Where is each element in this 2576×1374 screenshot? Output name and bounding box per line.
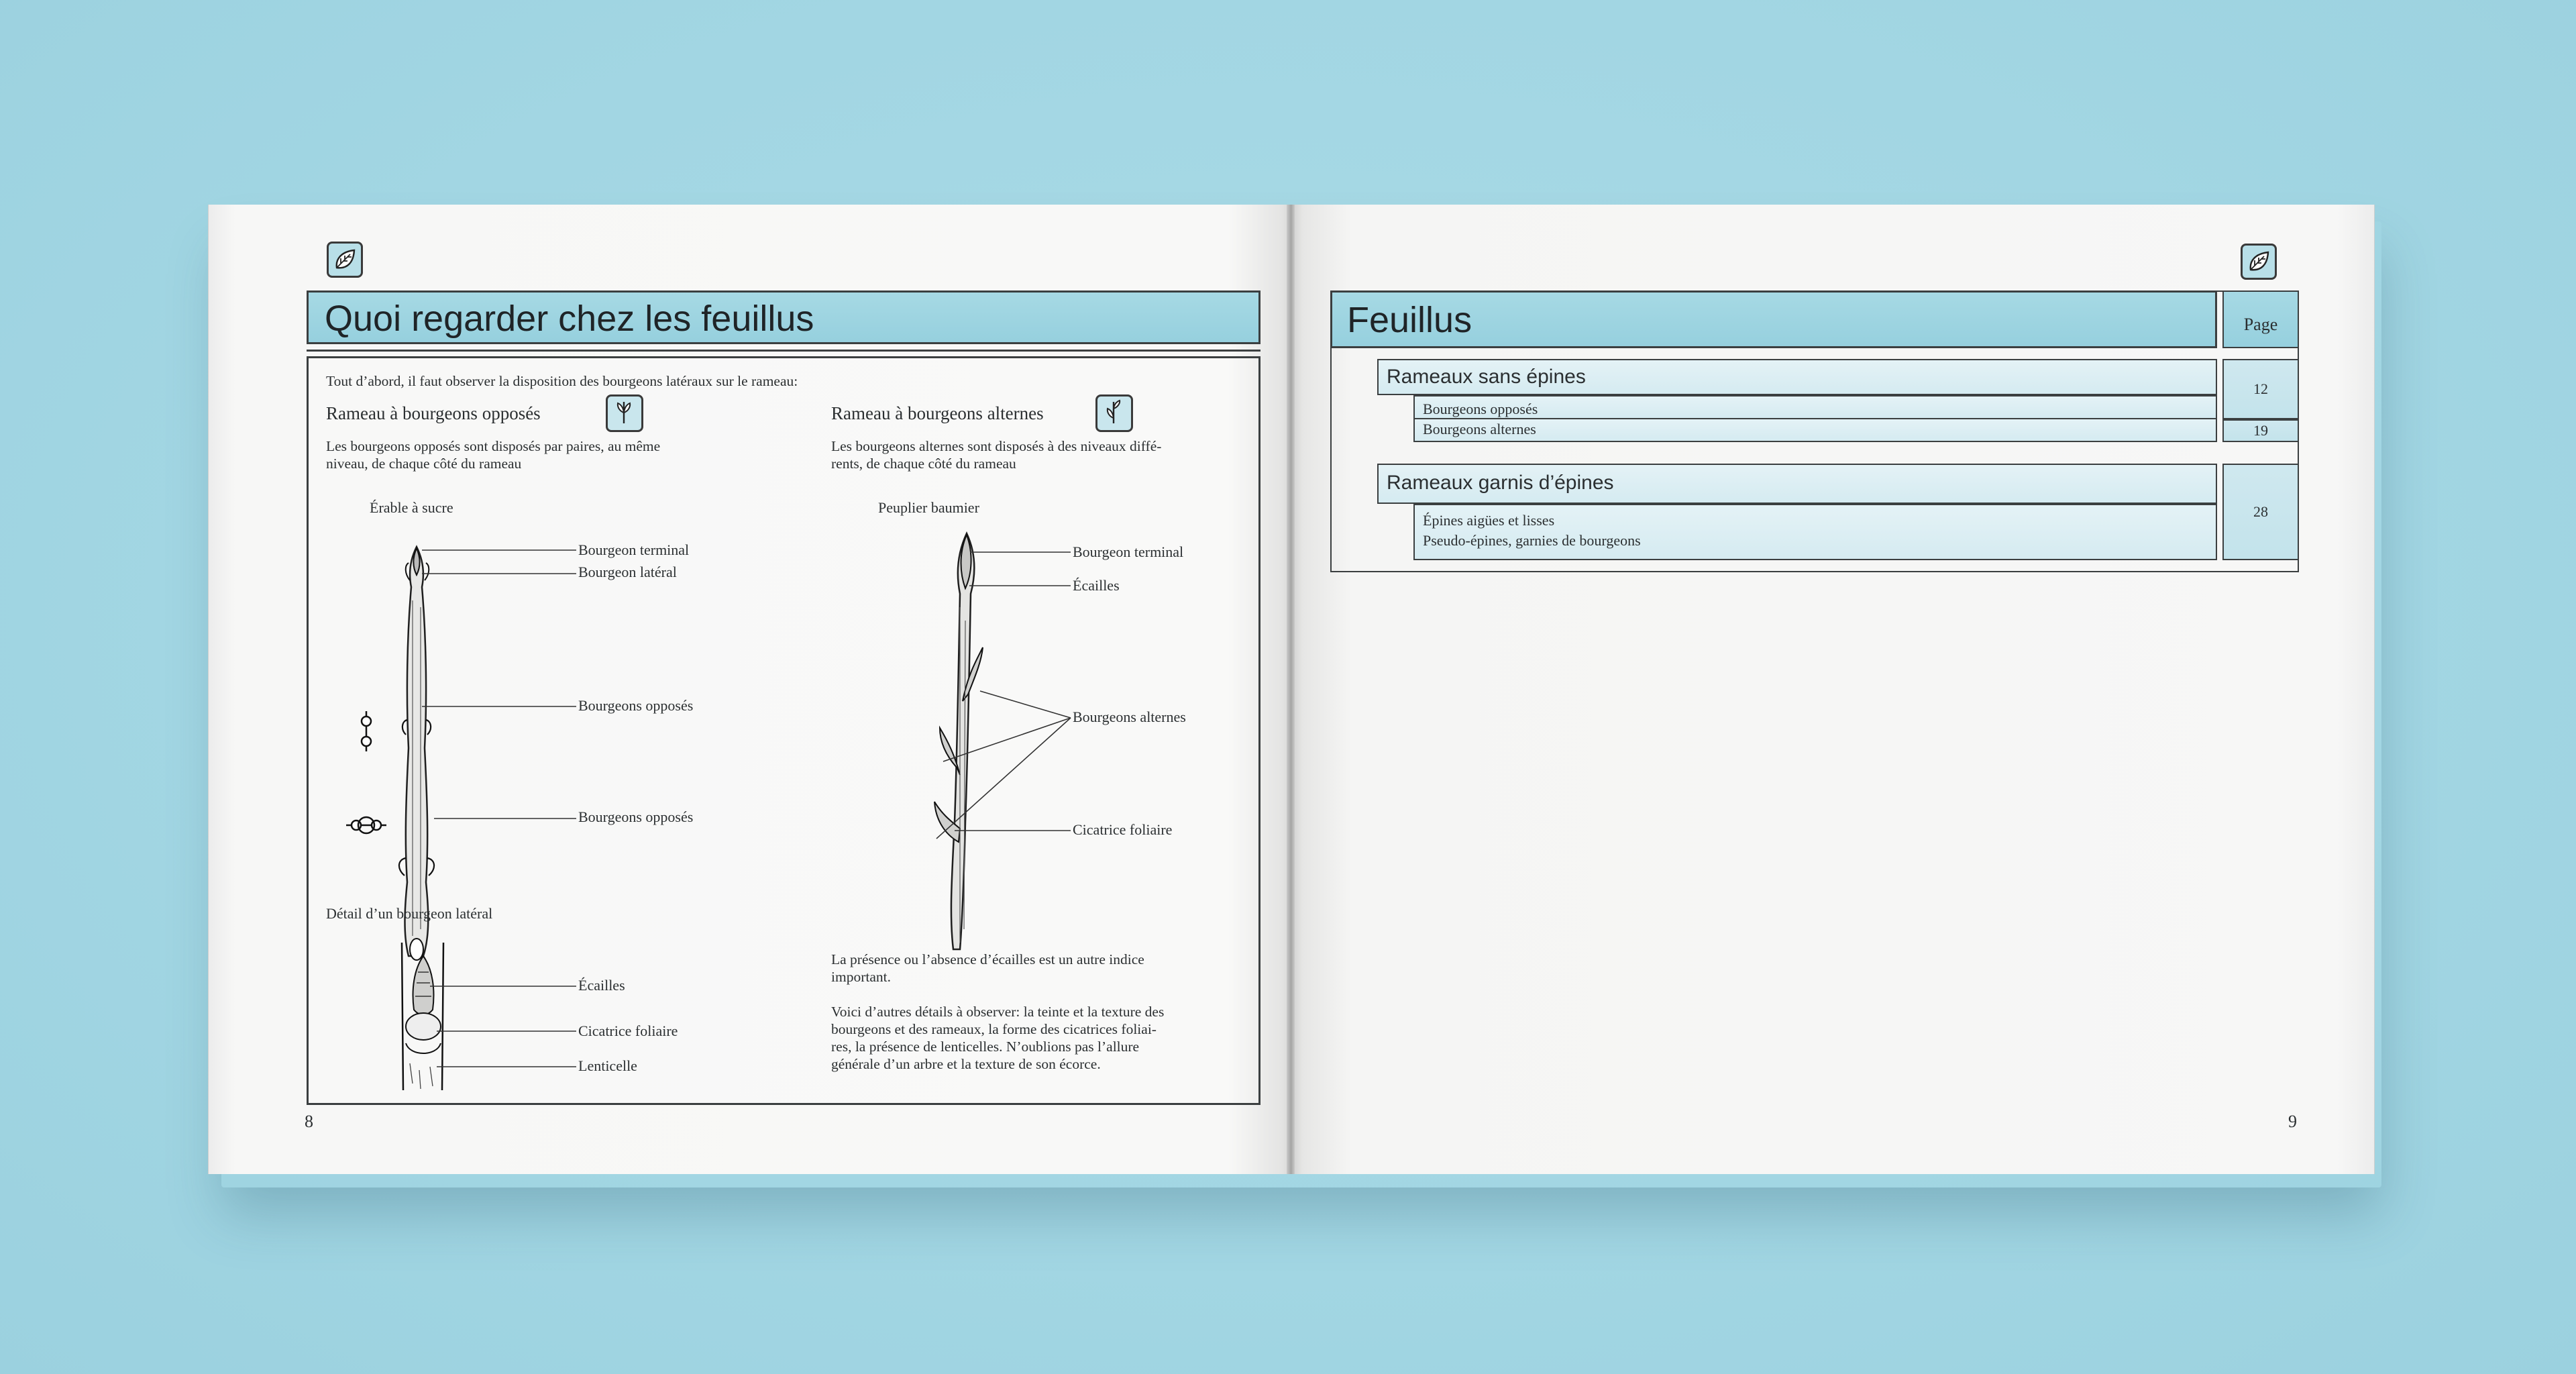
toc-section-heading: Rameaux sans épines bbox=[1387, 366, 1586, 388]
toc-page-number[interactable]: 28 bbox=[2222, 464, 2299, 560]
paragraph-ecailles: La présence ou l’absence d’écailles est un autre indice bbox=[831, 951, 1144, 967]
label-ecailles: Écailles bbox=[1073, 577, 1120, 594]
toc-section-heading-box[interactable] bbox=[1377, 464, 2217, 504]
label-bourgeons-opposes: Bourgeons opposés bbox=[578, 697, 694, 714]
toc-item-label: Bourgeons opposés bbox=[1423, 401, 1538, 417]
toc-item-label: Épines aigües et lisses bbox=[1423, 512, 1555, 529]
page-column-header: Page bbox=[2222, 290, 2299, 348]
paragraph-details: Voici d’autres détails à observer: la teinte et la texture des bbox=[831, 1004, 1165, 1020]
label-bourgeon-lateral: Bourgeon latéral bbox=[578, 564, 677, 580]
toc-title-band bbox=[1330, 290, 2217, 348]
alternate-desc: Les bourgeons alternes sont disposés à des niveaux diffé- bbox=[831, 438, 1162, 454]
toc-item[interactable] bbox=[1413, 395, 2217, 419]
page-number: 8 bbox=[305, 1112, 313, 1131]
label-lenticelle: Lenticelle bbox=[578, 1057, 637, 1074]
label-cicatrice-foliaire: Cicatrice foliaire bbox=[1073, 821, 1173, 838]
label-bourgeons-opposes: Bourgeons opposés bbox=[578, 808, 694, 825]
label-bourgeon-terminal: Bourgeon terminal bbox=[578, 541, 690, 558]
label-bourgeon-terminal: Bourgeon terminal bbox=[1073, 543, 1184, 560]
paragraph-details: générale d’un arbre et la texture de son écorce. bbox=[831, 1056, 1101, 1072]
page-number: 9 bbox=[2288, 1112, 2297, 1131]
intro-text: Tout d’abord, il faut observer la disposition des bourgeons latéraux sur le rameau: bbox=[326, 373, 798, 389]
left-page bbox=[208, 205, 1291, 1174]
toc-section-heading: Rameaux garnis d’épines bbox=[1387, 472, 1614, 494]
page-title: Quoi regarder chez les feuillus bbox=[325, 299, 814, 339]
toc-item-label: Pseudo-épines, garnies de bourgeons bbox=[1423, 532, 1641, 549]
book-gutter bbox=[1287, 205, 1295, 1174]
toc-page-number[interactable]: 12 bbox=[2222, 359, 2299, 419]
toc-title: Feuillus bbox=[1347, 300, 1472, 340]
species-name: Érable à sucre bbox=[370, 499, 453, 516]
alternate-heading: Rameau à bourgeons alternes bbox=[831, 403, 1044, 423]
opposite-desc: niveau, de chaque côté du rameau bbox=[326, 456, 522, 472]
right-page bbox=[1291, 205, 2375, 1174]
label-cicatrice-foliaire: Cicatrice foliaire bbox=[578, 1022, 678, 1039]
toc-page-number[interactable]: 19 bbox=[2222, 419, 2299, 442]
opposite-heading: Rameau à bourgeons opposés bbox=[326, 403, 541, 423]
alternate-desc: rents, de chaque côté du rameau bbox=[831, 456, 1016, 472]
toc-item[interactable] bbox=[1413, 418, 2217, 442]
species-name: Peuplier baumier bbox=[878, 499, 979, 516]
detail-heading: Détail d’un bourgeon latéral bbox=[326, 905, 493, 922]
paragraph-ecailles: important. bbox=[831, 969, 891, 985]
toc-item-label: Bourgeons alternes bbox=[1423, 421, 1536, 437]
paragraph-details: bourgeons et des rameaux, la forme des cicatrices foliai- bbox=[831, 1021, 1157, 1037]
opposite-desc: Les bourgeons opposés sont disposés par paires, au même bbox=[326, 438, 661, 454]
toc-section-heading-box[interactable] bbox=[1377, 359, 2217, 395]
paragraph-details: res, la présence de lenticelles. N’oublions pas l’allure bbox=[831, 1039, 1140, 1055]
leaf-icon bbox=[2241, 244, 2277, 280]
toc-item[interactable] bbox=[1413, 504, 2217, 560]
label-ecailles: Écailles bbox=[578, 977, 625, 994]
label-bourgeons-alternes: Bourgeons alternes bbox=[1073, 708, 1186, 725]
